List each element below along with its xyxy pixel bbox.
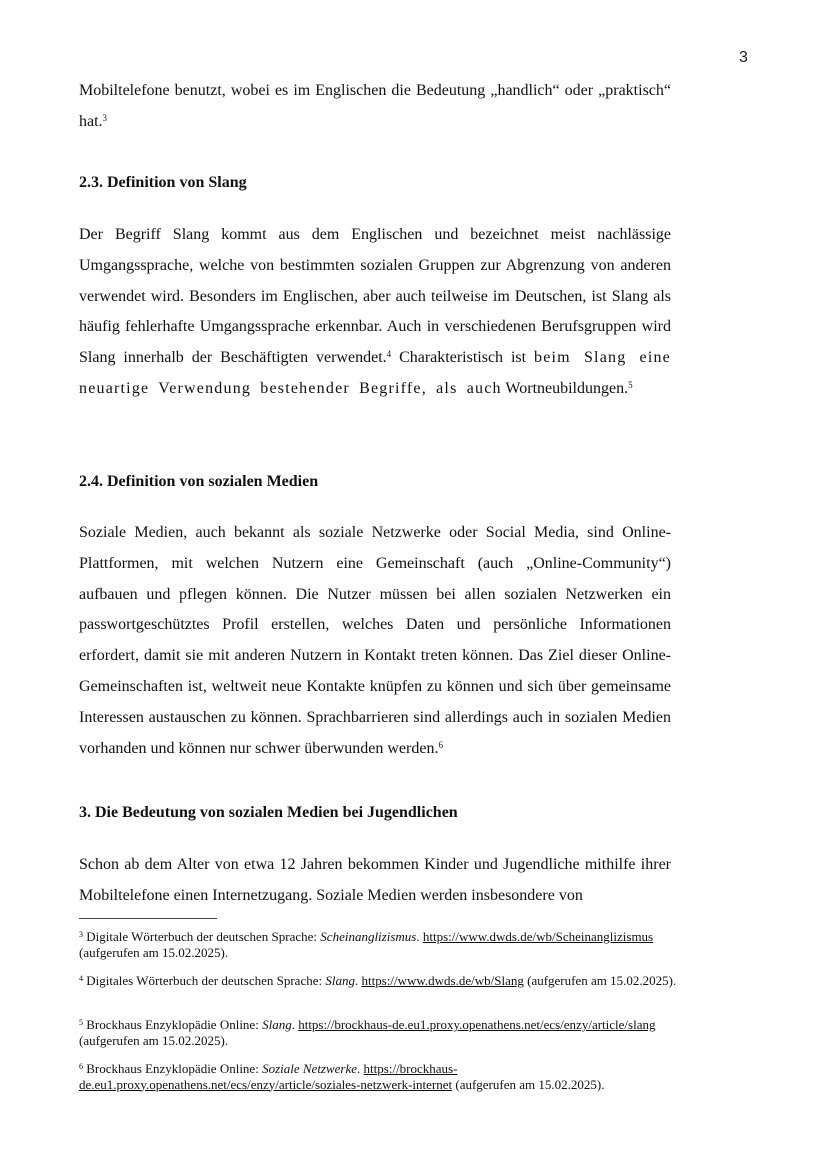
footnote-separator-text: . (416, 929, 423, 944)
footnote-access-date: (aufgerufen am 15.02.2025). (452, 1076, 605, 1092)
section-heading-2-3: 2.3. Definition von Slang (79, 174, 247, 191)
slang-text: Charakteristisch ist (391, 349, 535, 367)
footnote-3 (79, 929, 679, 960)
slang-text: Wortneubildungen. (501, 379, 629, 397)
slang-text-spaced: beim Slang eine neuartige Verwendung bestehender Begriffe, als auch (79, 349, 671, 397)
footnote-link[interactable]: https://brockhaus-de.eu1.proxy.openathens.net/ecs/enzy/article/soziales-netzwerk-internet (79, 1061, 458, 1092)
footnote-ref[interactable]: 5 (628, 379, 633, 390)
footnote-number: 3 (79, 930, 83, 939)
page-number: 3 (739, 49, 748, 66)
footnote-link[interactable]: https://brockhaus-de.eu1.proxy.openathens.net/ecs/enzy/article/slang (298, 1017, 656, 1032)
footnote-separator-text: . (357, 1061, 364, 1076)
section-heading-2-4: 2.4. Definition von sozialen Medien (79, 473, 319, 490)
footnote-separator-text: . (354, 973, 362, 988)
footnote-source: Digitales Wörterbuch der deutschen Sprache: (83, 973, 326, 988)
footnote-title: Soziale Netzwerke (262, 1061, 358, 1076)
slang-text: Der Begriff Slang kommt aus dem Englischen und bezeichnet meist nachlässige Umgangssprache, welche von bestimmten sozialen Gruppen zur Abgrenzung von anderen verwendet wird. Besonders im Englischen, aber auch teilweise im Deutschen, ist Slang als häufig fehlerhafte Umgangssprache erkennbar. Auch in verschiedenen Berufsgruppen wird Slang innerhalb der Beschäftigten verwendet. (79, 226, 671, 367)
footnote-source: Brockhaus Enzyklopädie Online: (83, 1017, 263, 1032)
footnote-link[interactable]: https://www.dwds.de/wb/Scheinanglizismus (422, 929, 654, 944)
footnote-6 (79, 1061, 679, 1092)
footnote-title: Slang (325, 973, 355, 988)
social-media-text: Soziale Medien, auch bekannt als soziale Netzwerke oder Social Media, sind Online-Plattformen, mit welchen Nutzern eine Gemeinschaft (auch „Online-Community“) aufbauen und pflegen können. Die Nutzer müssen bei allen sozialen Netzwerken ein passwortgeschütztes Profil erstellen, welches Daten und persönliche Informationen erfordert, damit sie mit anderen Nutzern in Kontakt treten können. Das Ziel dieser Online-Gemeinschaften ist, weltweit neue Kontakte knüpfen zu können und sich über gemeinsame Interessen austauschen zu können. Sprachbarrieren sind allerdings auch in sozialen Medien vorhanden und können nur schwer überwunden werden. (79, 524, 671, 757)
social-media-paragraph (79, 518, 671, 764)
youth-paragraph (79, 850, 671, 912)
footnote-ref[interactable]: 3 (102, 112, 108, 123)
footnote-5 (79, 1017, 679, 1048)
footnote-access-date: (aufgerufen am 15.02.2025). (79, 1032, 229, 1048)
footnote-number: 4 (79, 974, 83, 983)
footnote-link[interactable]: https://www.dwds.de/wb/Slang (361, 973, 524, 988)
footnote-4 (79, 973, 679, 989)
footnote-source: Digitale Wörterbuch der deutschen Sprache: (83, 929, 321, 944)
footnote-number: 6 (79, 1062, 83, 1071)
section-heading-3: 3. Die Bedeutung von sozialen Medien bei Jugendlichen (79, 804, 458, 821)
footnote-ref[interactable]: 6 (438, 739, 443, 750)
footnote-ref[interactable]: 4 (386, 349, 392, 360)
footnote-access-date: (aufgerufen am 15.02.2025). (79, 944, 229, 960)
footnote-separator-text: . (291, 1017, 299, 1032)
footnote-access-date: (aufgerufen am 15.02.2025). (523, 973, 677, 988)
youth-text: Schon ab dem Alter von etwa 12 Jahren bekommen Kinder und Jugendliche mithilfe ihrer Mobiltelefone einen Internetzugang. Soziale Medien werden insbesondere von (79, 856, 671, 904)
footnote-source: Brockhaus Enzyklopädie Online: (83, 1061, 263, 1076)
footnote-title: Scheinanglizismus (320, 929, 417, 944)
footnote-separator (79, 918, 217, 919)
slang-paragraph (79, 220, 671, 405)
footnote-number: 5 (79, 1018, 83, 1027)
intro-text: Mobiltelefone benutzt, wobei es im Englischen die Bedeutung „handlich“ oder „praktisch“ hat. (79, 82, 671, 130)
footnote-title: Slang (262, 1017, 292, 1032)
intro-paragraph (79, 76, 671, 138)
